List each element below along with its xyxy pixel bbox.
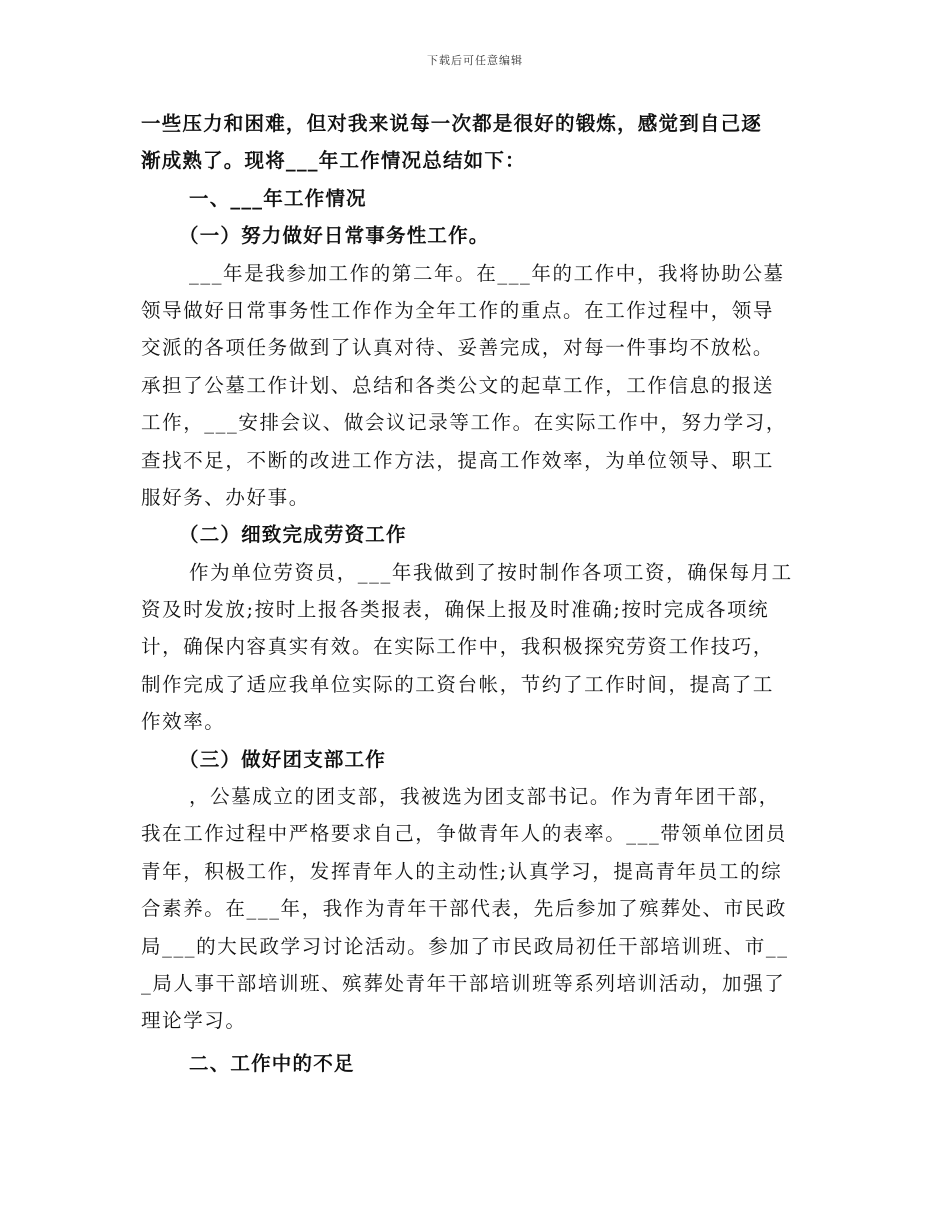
paragraph-2-line: 作效率。 [141,710,226,734]
section-heading-1: 一、___年工作情况 [189,186,367,210]
intro-line-2: 渐成熟了。现将___年工作情况总结如下： [141,149,526,173]
document-body [141,105,811,1082]
paragraph-1-line: 查找不足，不断的改进工作方法，提高工作效率，为单位领导、职工 [141,448,775,472]
paragraph-3-line: 合素养。在___年，我作为青年干部代表，先后参加了殡葬处、市民政 [141,897,787,921]
paragraph-1-line: 领导做好日常事务性工作作为全年工作的重点。在工作过程中，领导 [141,298,775,322]
paragraph-2-line: 作为单位劳资员，___年我做到了按时制作各项工资，确保每月工 [189,560,793,584]
paragraph-1-line: 服好务、办好事。 [141,485,310,509]
paragraph-2-line: 制作完成了适应我单位实际的工资台帐，节约了工作时间，提高了工 [141,672,775,696]
paragraph-1-line: 承担了公墓工作计划、总结和各类公文的起草工作，工作信息的报送 [141,373,775,397]
paragraph-1-line: 交派的各项任务做到了认真对待、妥善完成，对每一件事均不放松。 [141,336,775,360]
paragraph-3-line: 我在工作过程中严格要求自己，争做青年人的表率。___带领单位团员 [141,822,787,846]
paragraph-3-line: _局人事干部培训班、殡葬处青年干部培训班等系列培训活动，加强了 [141,971,786,995]
paragraph-3-line: 理论学习。 [141,1009,247,1033]
paragraph-3-line: 青年，积极工作，发挥青年人的主动性;认真学习，提高青年员工的综 [141,859,783,883]
paragraph-3-line: 局___的大民政学习讨论活动。参加了市民政局初任干部培训班、市__ [141,934,789,958]
subsection-heading-1: （一）努力做好日常事务性工作。 [179,224,490,248]
paragraph-2-line: 资及时发放;按时上报各类报表，确保上报及时准确;按时完成各项统 [141,598,770,622]
subsection-heading-2: （二）细致完成劳资工作 [179,523,407,547]
paragraph-1-line: ___年是我参加工作的第二年。在___年的工作中，我将协助公墓 [189,261,785,285]
subsection-heading-3: （三）做好团支部工作 [179,747,387,771]
paragraph-3-line: ，公墓成立的团支部，我被选为团支部书记。作为青年团干部， [189,785,780,809]
section-heading-2: 二、工作中的不足 [189,1051,355,1075]
paragraph-2-line: 计，确保内容真实有效。在实际工作中，我积极探究劳资工作技巧， [141,635,775,659]
paragraph-1-line: 工作，___安排会议、做会议记录等工作。在实际工作中，努力学习， [141,411,787,435]
intro-line-1: 一些压力和困难，但对我来说每一次都是很好的锻炼，感觉到自己逐 [141,112,763,135]
page-header: 下载后可任意编辑 [427,54,523,67]
